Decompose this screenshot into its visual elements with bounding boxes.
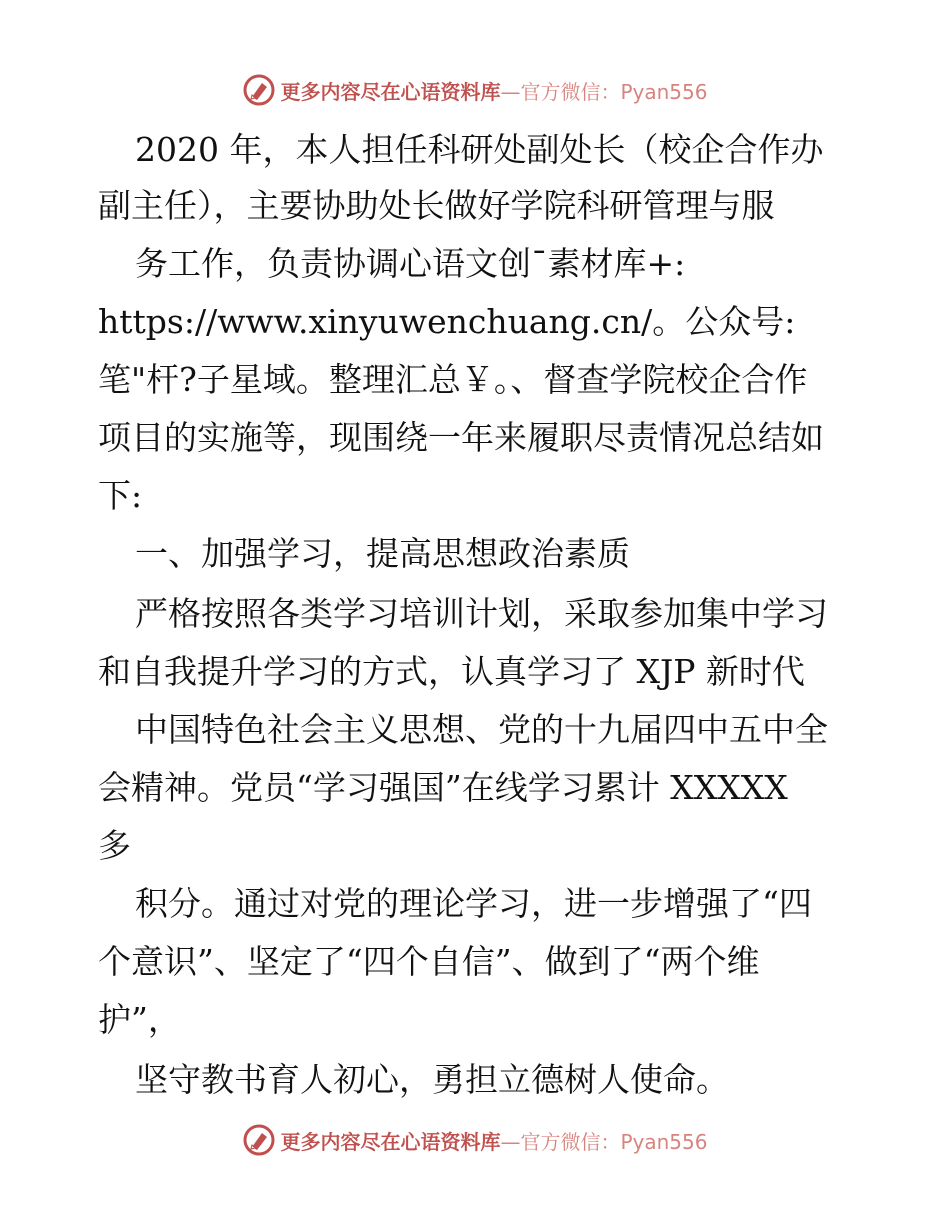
text-line: https://www.xinyuwenchuang.cn/。公众号: — [98, 302, 796, 341]
text-line: 笔"杆?子星域。整理汇总￥。、督查学院校企合作 — [98, 360, 808, 399]
text-line: 积分。通过对党的理论学习，进一步增强了“四 — [135, 884, 812, 923]
text-line: 下: — [98, 476, 143, 515]
text-line: 副主任），主要协助处长做好学院科研管理与服 — [98, 186, 775, 225]
text-line: 坚守教书育人初心，勇担立德树人使命。 — [135, 1060, 729, 1099]
text-line: 务工作，负责协调心语文创¯素材库+: — [135, 244, 686, 283]
text-line: 2020 年，本人担任科研处副处长（校企合作办 — [135, 130, 824, 169]
text-line: 和自我提升学习的方式，认真学习了 XJP 新时代 — [98, 652, 805, 691]
banner-main-text: 更多内容尽在心语资料库 — [280, 1129, 501, 1154]
pen-nib-circle-icon — [242, 1123, 276, 1157]
banner-sub-text: —官方微信：Pyan556 — [500, 79, 708, 104]
text-line: 中国特色社会主义思想、党的十九届四中五中全 — [135, 710, 828, 749]
text-line: 多 — [98, 826, 131, 865]
text-line: 项目的实施等，现围绕一年来履职尽责情况总结如 — [98, 418, 824, 457]
text-line: 护”， — [98, 1000, 181, 1039]
footer-banner — [0, 1120, 950, 1160]
banner-sub-text: —官方微信：Pyan556 — [500, 1129, 708, 1154]
banner-main-text: 更多内容尽在心语资料库 — [280, 79, 501, 104]
text-line: 严格按照各类学习培训计划，采取参加集中学习 — [135, 594, 828, 633]
text-line: 会精神。党员“学习强国”在线学习累计 XXXXX — [98, 768, 788, 807]
section-heading: 一、加强学习，提高思想政治素质 — [135, 534, 630, 573]
text-line: 个意识”、坚定了“四个自信”、做到了“两个维 — [98, 942, 760, 981]
